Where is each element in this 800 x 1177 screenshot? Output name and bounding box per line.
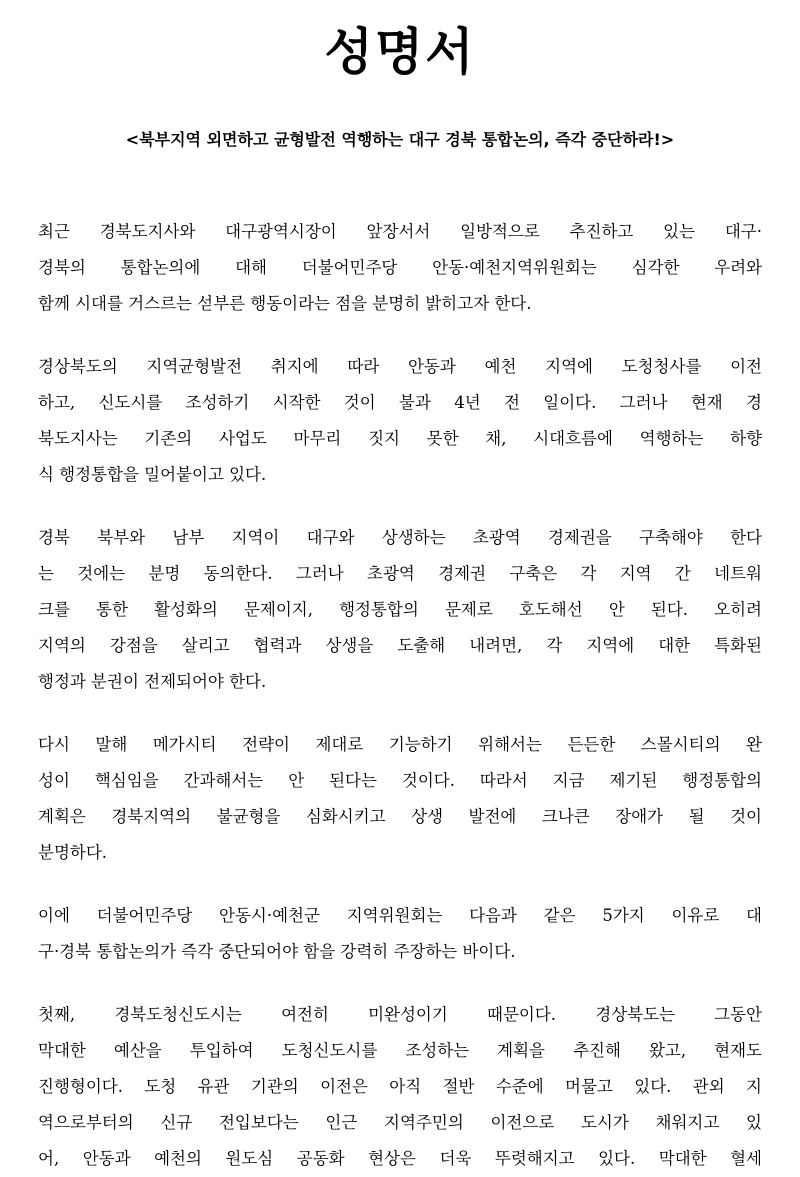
paragraph-line: 구·경북 통합논의가 즉각 중단되어야 함을 강력히 주장하는 바이다. [38,942,516,961]
paragraph-line: 함께 시대를 거스르는 섣부른 행동이라는 점을 분명히 밝히고자 한다. [38,294,532,313]
paragraph-line: 이에 더불어민주당 안동시·예천군 지역위원회는 다음과 같은 5가지 이유로 대 [38,906,762,925]
paragraph-line: 하고, 신도시를 조성하기 시작한 것이 불과 4년 전 일이다. 그러나 현재 경 [38,393,762,412]
body-paragraph [38,214,762,322]
paragraph-line: 최근 경북도지사와 대구광역시장이 앞장서서 일방적으로 추진하고 있는 대구· [38,222,762,241]
paragraph-line: 성이 핵심임을 간과해서는 안 된다는 것이다. 따라서 지금 제기된 행정통합의 [38,771,762,790]
paragraph-line: 막대한 예산을 투입하여 도청신도시를 조성하는 계획을 추진해 왔고, 현재도 [38,1041,762,1060]
paragraph-line: 행정과 분권이 전제되어야 한다. [38,672,267,691]
document-body [38,214,762,1177]
body-paragraph [38,997,762,1177]
document-title: 성명서 [324,23,476,81]
paragraph-line: 북도지사는 기존의 사업도 마무리 짓지 못한 채, 시대흐름에 역행하는 하향 [38,429,762,448]
paragraph-line: 첫째, 경북도청신도시는 여전히 미완성이기 때문이다. 경상북도는 그동안 [38,1005,762,1024]
paragraph-line: 경북의 통합논의에 대해 더불어민주당 안동·예천지역위원회는 심각한 우려와 [38,258,762,277]
paragraph-line: 식 행정통합을 밀어붙이고 있다. [38,465,267,484]
body-paragraph [38,898,762,970]
paragraph-line: 는 것에는 분명 동의한다. 그러나 초광역 경제권 구축은 각 지역 간 네트워 [38,564,762,583]
paragraph-line: 계획은 경북지역의 불균형을 심화시키고 상생 발전에 크나큰 장애가 될 것이 [38,807,762,826]
paragraph-line: 경상북도의 지역균형발전 취지에 따라 안동과 예천 지역에 도청청사를 이전 [38,357,762,376]
paragraph-line: 진행형이다. 도청 유관 기관의 이전은 아직 절반 수준에 머물고 있다. 관외 지 [38,1077,762,1096]
body-paragraph [38,520,762,700]
document-subtitle: <북부지역 외면하고 균형발전 역행하는 대구 경북 통합논의, 즉각 중단하라!> [125,130,675,149]
paragraph-line: 경북 북부와 남부 지역이 대구와 상생하는 초광역 경제권을 구축해야 한다 [38,528,762,547]
paragraph-line: 역으로부터의 신규 전입보다는 인근 지역주민의 이전으로 도시가 채워지고 있 [38,1113,762,1132]
body-paragraph [38,727,762,871]
paragraph-line: 지역의 강점을 살리고 협력과 상생을 도출해 내려면, 각 지역에 대한 특화된 [38,636,762,655]
paragraph-line: 분명하다. [38,843,108,862]
paragraph-line: 어, 안동과 예천의 원도심 공동화 현상은 더욱 뚜렷해지고 있다. 막대한 혈세 [38,1149,762,1168]
paragraph-line: 다시 말해 메가시티 전략이 제대로 기능하기 위해서는 든든한 스몰시티의 완 [38,735,762,754]
paragraph-line: 크를 통한 활성화의 문제이지, 행정통합의 문제로 호도해선 안 된다. 오히려 [38,600,762,619]
body-paragraph [38,349,762,493]
